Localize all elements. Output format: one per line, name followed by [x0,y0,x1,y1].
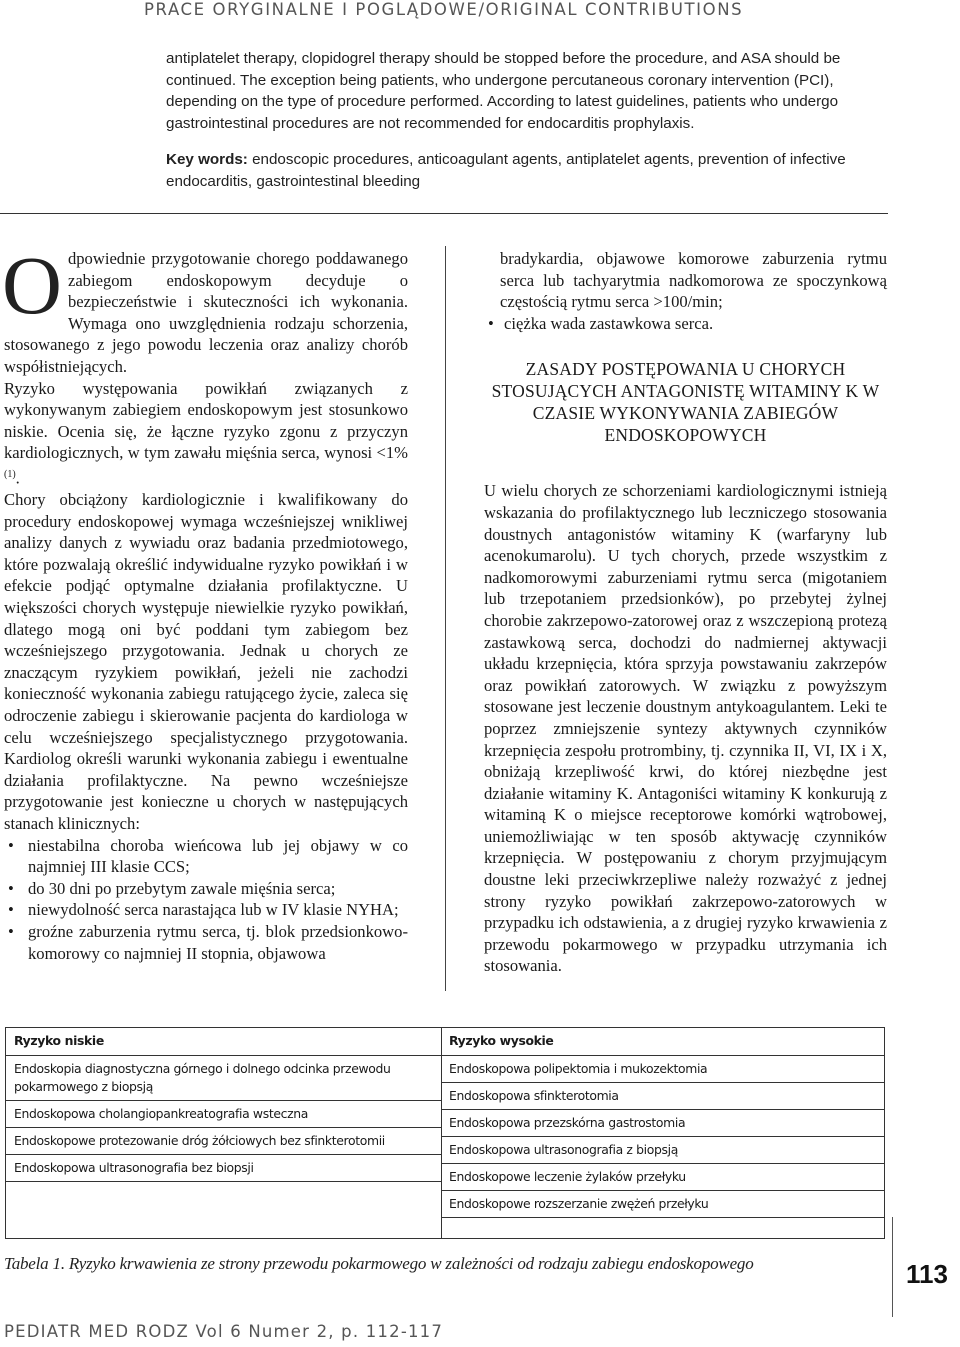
list-continuation: bradykardia, objawowe komorowe zaburzenia rytmu serca lub tachyarytmia nadkomorowa ze spoczynkową częstością rytmu serca >100/min; [500,249,887,312]
clinical-states-list-continued [484,313,887,335]
list-item: • ciężka wada zastawkowa serca. [484,313,887,335]
table-caption: Tabela 1. Ryzyko krwawienia ze strony przewodu pokarmowego w zależności od rodzaju zabiegu endoskopowego [4,1254,754,1273]
table-cell: Endoskopia diagnostyczna górnego i dolnego odcinka przewodu pokarmowego z biopsją [6,1056,441,1101]
section-heading: ZASADY POSTĘPOWANIA U CHORYCH STOSUJĄCYCH ANTAGONISTĘ WITAMINY K W CZASIE WYKONYWANIA ZABIEGÓW ENDOSKOPOWYCH [491,359,880,446]
table-cell: Endoskopowe rozszerzanie zwężeń przełyku [441,1191,884,1218]
high-risk-header: Ryzyko wysokie [441,1028,884,1056]
keywords-label: Key words: [166,151,248,168]
page-number: 113 [906,1259,948,1289]
drop-cap: O [2,239,62,331]
list-item: • niestabilna choroba wieńcowa lub jej objawy w co najmniej III klasie CCS; [4,835,408,878]
running-head: PRACE ORYGINALNE I POGLĄDOWE/ORIGINAL CONTRIBUTIONS [144,0,744,19]
intro-text: dpowiednie przygotowanie chorego poddawanego zabiegom endoskopowym decyduje o bezpieczeństwie i skuteczności ich wykonania. Wymaga ono uwzględnienia rodzaju schorzenia, stosowanego z jego powodu leczenia oraz analizy chorób współistniejących. [4,249,408,376]
risk-text: Ryzyko występowania powikłań związanych z wykonywanym zabiegiem endoskopowym jest stosunkowo niskie. Ocenia się, że łączne ryzyko zgonu z przyczyn kardiologicznych, w tym zawału mięśnia serca, wynosi <1% [4,378,408,463]
bleeding-risk-table [5,1027,885,1239]
journal-footer: PEDIATR MED RODZ Vol 6 Numer 2, p. 112-117 [4,1322,444,1341]
risk-paragraph [4,378,408,490]
keywords-list: endoscopic procedures, anticoagulant agents, antiplatelet agents, prevention of infective endocarditis, gastrointestinal bleeding [166,151,846,190]
vka-paragraph: U wielu chorych ze schorzeniami kardiologicznymi istnieją wskazania do profilaktycznego lub leczniczego stosowania doustnych antagonistów witaminy K (warfaryny lub acenokumarolu). U tych chorych, przede wszystkim z nadkomorowymi zaburzeniami rytmu serca (migotaniem lub trzepotaniem przedsionków), po przebytej żylnej chorobie zakrzepowo-zatorowej oraz z wszczepioną protezą zastawkową serca, dochodzi do nadmiernej aktywacji układu krzepnięcia, która sprzyja powstawaniu zakrzepów oraz powikłań zatorowych. W związku z powyższym stosowane jest leczenie doustnym antykoagulantem. Leki te poprzez zmniejszenie syntezy aktywnych czynników krzepnięcia zespołu protrombiny, tj. czynnika II, VI, IX i X, obniżają krzepliwość krwi, do której niezbędne jest działanie witaminy K. Antagoniści witaminy K konkurują z witaminą K o miejsce receptorowe komórki wątrobowej, uniemożliwiając w ten sposób aktywację czynników krzepnięcia. W postępowaniu z chorym przyjmującym doustne leki przeciwkrzepliwe należy rozważyć z jednej strony ryzyko powikłań zakrzepowo-zatorowych w przypadku ich odstawienia, a z drugiej ryzyko krwawienia z przewodu pokarmowego w przypadku utrzymania ich stosowania. [484,481,887,976]
citation-ref: (1) [4,468,16,480]
table-cell: Endoskopowa cholangiopankreatografia wsteczna [6,1101,441,1128]
intro-paragraph [2,239,408,378]
list-item: • do 30 dni po przebytym zawale mięśnia serca; [4,878,408,900]
table-cell: Endoskopowa sfinkterotomia [441,1083,884,1110]
assessment-paragraph: Chory obciążony kardiologicznie i kwalifikowany do procedury endoskopowej wymaga wcześniejszej wnikliwej analizy danych z wywiadu oraz badania przedmiotowego, które pozwalają określić indywidualne ryzyko powikłań i w efekcie podjąć optymalne działania profilaktyczne. U większości chorych występuje niewielkie ryzyko powikłań, dlatego mogą oni być poddani tym zabiegom bez wcześniejszego przygotowania. Jednak u chorych ze znaczącym ryzykiem powikłań, jeżeli nie zachodzi konieczność wykonania zabiegu ratującego życie, zaleca się odroczenie zabiegu i skierowanie pacjenta do kardiologa w celu wcześniejszego specjalistycznego przygotowania. Kardiolog określi warunki wykonania zabiegu i ewentualne działania profilaktyczne. Na pewno wcześniejsze przygotowanie jest konieczne u chorych w następujących stanach klinicznych: [4,490,408,833]
low-risk-header: Ryzyko niskie [6,1028,441,1056]
high-risk-column [441,1028,884,1238]
list-item: • groźne zaburzenia rytmu serca, tj. blok przedsionkowo-komorowy co najmniej II stopnia, objawowa [4,921,408,964]
abstract-text: antiplatelet therapy, clopidogrel therapy should be stopped before the procedure, and ASA should be continued. The exception being patients, who undergone percutaneous coronary intervention (PCI), depending on the type of procedure performed. According to latest guidelines, patients who undergo gastrointestinal procedures are not recommended for endocarditis prophylaxis. [166,50,841,132]
table-cell: Endoskopowe leczenie żylaków przełyku [441,1164,884,1191]
table-cell: Endoskopowe protezowanie dróg żółciowych bez sfinkterotomii [6,1128,441,1155]
right-column [484,248,887,977]
table-cell: Endoskopowa ultrasonografia bez biopsji [6,1155,441,1182]
page-number-rule [892,1217,893,1317]
table-cell: Endoskopowa ultrasonografia z biopsją [441,1137,884,1164]
list-item: • niewydolność serca narastająca lub w IV klasie NYHA; [4,899,408,921]
risk-text-end: . [15,468,20,488]
table-cell: Endoskopowa przezskórna gastrostomia [441,1110,884,1137]
low-risk-column [6,1028,442,1238]
clinical-states-list [4,835,408,965]
column-divider [445,246,446,991]
keywords [166,149,888,192]
section-divider [0,213,888,214]
table-cell: Endoskopowa polipektomia i mukozektomia [441,1056,884,1083]
left-column [2,239,408,964]
